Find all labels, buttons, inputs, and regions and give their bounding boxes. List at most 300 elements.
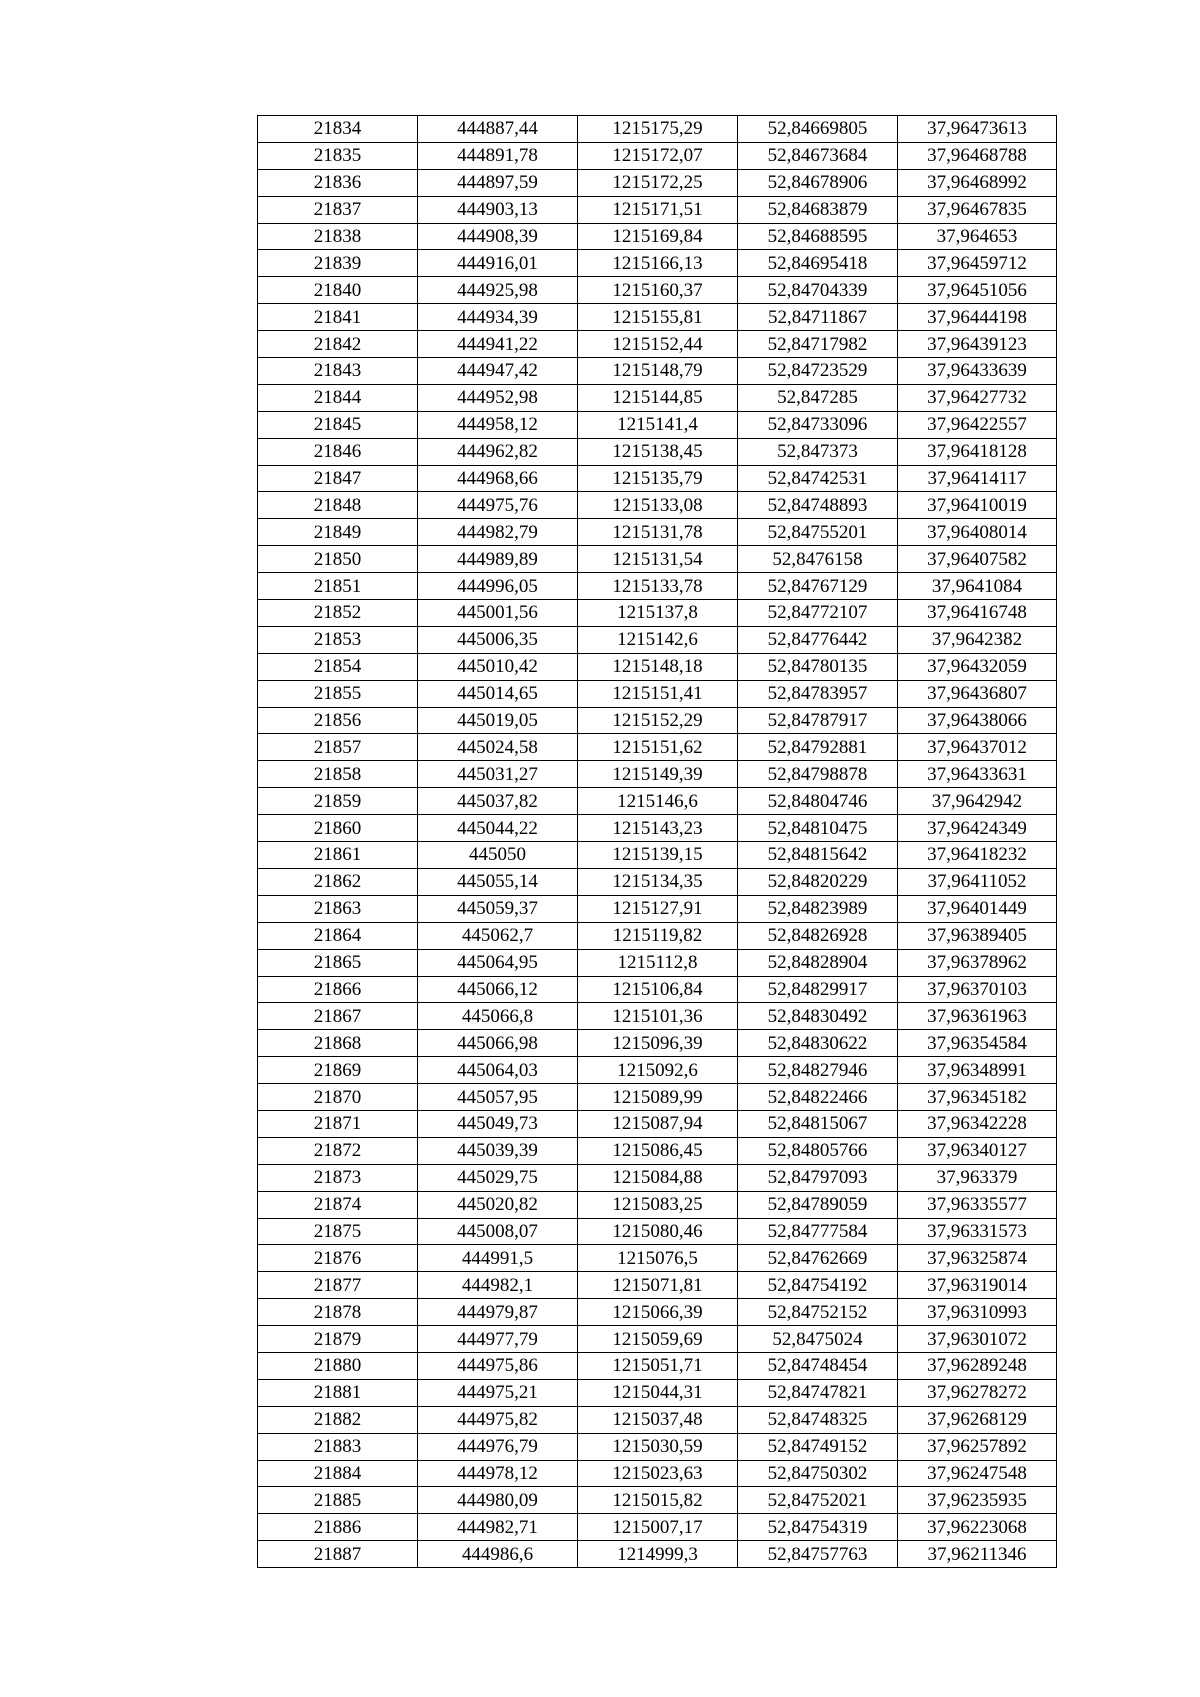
longitude-cell: 37,96211346 [898,1541,1057,1568]
longitude-cell: 37,96438066 [898,707,1057,734]
y-coordinate-cell: 1215151,41 [578,680,738,707]
table-row [258,949,1057,976]
latitude-cell: 52,84723529 [738,358,898,385]
latitude-cell: 52,84748893 [738,492,898,519]
table-row [258,1514,1057,1541]
longitude-cell: 37,96467835 [898,196,1057,223]
latitude-cell: 52,84792881 [738,734,898,761]
table-row [258,895,1057,922]
point-number-cell: 21835 [258,142,418,169]
latitude-cell: 52,84815642 [738,842,898,869]
y-coordinate-cell: 1215143,23 [578,815,738,842]
x-coordinate-cell: 445057,95 [418,1084,578,1111]
y-coordinate-cell: 1215087,94 [578,1110,738,1137]
y-coordinate-cell: 1215135,79 [578,465,738,492]
latitude-cell: 52,84828904 [738,949,898,976]
table-row [258,734,1057,761]
point-number-cell: 21875 [258,1218,418,1245]
table-row [258,223,1057,250]
latitude-cell: 52,84767129 [738,573,898,600]
x-coordinate-cell: 444941,22 [418,331,578,358]
longitude-cell: 37,96418232 [898,842,1057,869]
point-number-cell: 21847 [258,465,418,492]
longitude-cell: 37,96331573 [898,1218,1057,1245]
x-coordinate-cell: 445044,22 [418,815,578,842]
y-coordinate-cell: 1215142,6 [578,626,738,653]
y-coordinate-cell: 1215160,37 [578,277,738,304]
latitude-cell: 52,84754319 [738,1514,898,1541]
point-number-cell: 21853 [258,626,418,653]
table-row [258,1003,1057,1030]
longitude-cell: 37,96427732 [898,384,1057,411]
y-coordinate-cell: 1215138,45 [578,438,738,465]
table-row [258,1433,1057,1460]
y-coordinate-cell: 1215084,88 [578,1164,738,1191]
x-coordinate-cell: 444958,12 [418,411,578,438]
latitude-cell: 52,84798878 [738,761,898,788]
latitude-cell: 52,84827946 [738,1057,898,1084]
y-coordinate-cell: 1215066,39 [578,1299,738,1326]
longitude-cell: 37,96432059 [898,653,1057,680]
longitude-cell: 37,96235935 [898,1487,1057,1514]
x-coordinate-cell: 444976,79 [418,1433,578,1460]
longitude-cell: 37,9642382 [898,626,1057,653]
point-number-cell: 21864 [258,922,418,949]
y-coordinate-cell: 1215137,8 [578,600,738,627]
x-coordinate-cell: 445014,65 [418,680,578,707]
longitude-cell: 37,96407582 [898,546,1057,573]
y-coordinate-cell: 1215152,29 [578,707,738,734]
latitude-cell: 52,84810475 [738,815,898,842]
point-number-cell: 21863 [258,895,418,922]
point-number-cell: 21856 [258,707,418,734]
table-row [258,680,1057,707]
longitude-cell: 37,96439123 [898,331,1057,358]
longitude-cell: 37,96459712 [898,250,1057,277]
x-coordinate-cell: 445050 [418,842,578,869]
table-row [258,868,1057,895]
longitude-cell: 37,96335577 [898,1191,1057,1218]
latitude-cell: 52,84826928 [738,922,898,949]
y-coordinate-cell: 1215112,8 [578,949,738,976]
y-coordinate-cell: 1215051,71 [578,1352,738,1379]
table-row [258,465,1057,492]
y-coordinate-cell: 1215152,44 [578,331,738,358]
x-coordinate-cell: 445066,98 [418,1030,578,1057]
latitude-cell: 52,84695418 [738,250,898,277]
y-coordinate-cell: 1215023,63 [578,1460,738,1487]
latitude-cell: 52,84748325 [738,1406,898,1433]
table-row [258,788,1057,815]
y-coordinate-cell: 1215015,82 [578,1487,738,1514]
table-row [258,1541,1057,1568]
x-coordinate-cell: 445064,03 [418,1057,578,1084]
latitude-cell: 52,84683879 [738,196,898,223]
x-coordinate-cell: 445031,27 [418,761,578,788]
latitude-cell: 52,84678906 [738,169,898,196]
y-coordinate-cell: 1215092,6 [578,1057,738,1084]
x-coordinate-cell: 444991,5 [418,1245,578,1272]
table-row [258,546,1057,573]
point-number-cell: 21877 [258,1272,418,1299]
table-row [258,1460,1057,1487]
x-coordinate-cell: 445019,05 [418,707,578,734]
x-coordinate-cell: 444891,78 [418,142,578,169]
table-row [258,1110,1057,1137]
table-row [258,600,1057,627]
point-number-cell: 21855 [258,680,418,707]
y-coordinate-cell: 1215134,35 [578,868,738,895]
x-coordinate-cell: 444989,89 [418,546,578,573]
point-number-cell: 21862 [258,868,418,895]
longitude-cell: 37,96348991 [898,1057,1057,1084]
latitude-cell: 52,84747821 [738,1379,898,1406]
table-row [258,519,1057,546]
x-coordinate-cell: 444975,86 [418,1352,578,1379]
table-row [258,815,1057,842]
latitude-cell: 52,84754192 [738,1272,898,1299]
longitude-cell: 37,963379 [898,1164,1057,1191]
table-row [258,1137,1057,1164]
latitude-cell: 52,84822466 [738,1084,898,1111]
longitude-cell: 37,96437012 [898,734,1057,761]
latitude-cell: 52,84830492 [738,1003,898,1030]
table-row [258,1191,1057,1218]
point-number-cell: 21871 [258,1110,418,1137]
longitude-cell: 37,96389405 [898,922,1057,949]
table-row [258,626,1057,653]
latitude-cell: 52,84804746 [738,788,898,815]
point-number-cell: 21854 [258,653,418,680]
latitude-cell: 52,84830622 [738,1030,898,1057]
latitude-cell: 52,84787917 [738,707,898,734]
latitude-cell: 52,84742531 [738,465,898,492]
latitude-cell: 52,84823989 [738,895,898,922]
latitude-cell: 52,84749152 [738,1433,898,1460]
longitude-cell: 37,96436807 [898,680,1057,707]
point-number-cell: 21881 [258,1379,418,1406]
x-coordinate-cell: 445055,14 [418,868,578,895]
x-coordinate-cell: 444934,39 [418,304,578,331]
y-coordinate-cell: 1215151,62 [578,734,738,761]
longitude-cell: 37,96468992 [898,169,1057,196]
y-coordinate-cell: 1215149,39 [578,761,738,788]
coordinates-table [257,115,1057,1568]
point-number-cell: 21858 [258,761,418,788]
latitude-cell: 52,84772107 [738,600,898,627]
point-number-cell: 21884 [258,1460,418,1487]
x-coordinate-cell: 444980,09 [418,1487,578,1514]
x-coordinate-cell: 444982,1 [418,1272,578,1299]
y-coordinate-cell: 1215166,13 [578,250,738,277]
point-number-cell: 21842 [258,331,418,358]
y-coordinate-cell: 1215175,29 [578,116,738,143]
x-coordinate-cell: 445059,37 [418,895,578,922]
point-number-cell: 21848 [258,492,418,519]
point-number-cell: 21870 [258,1084,418,1111]
longitude-cell: 37,96473613 [898,116,1057,143]
point-number-cell: 21837 [258,196,418,223]
x-coordinate-cell: 445039,39 [418,1137,578,1164]
y-coordinate-cell: 1215106,84 [578,976,738,1003]
table-row [258,1352,1057,1379]
latitude-cell: 52,84688595 [738,223,898,250]
table-row [258,358,1057,385]
longitude-cell: 37,96411052 [898,868,1057,895]
table-row [258,277,1057,304]
coordinates-table-body [258,116,1057,1568]
table-row [258,1406,1057,1433]
longitude-cell: 37,96401449 [898,895,1057,922]
longitude-cell: 37,96278272 [898,1379,1057,1406]
table-row [258,1379,1057,1406]
longitude-cell: 37,96424349 [898,815,1057,842]
point-number-cell: 21849 [258,519,418,546]
point-number-cell: 21859 [258,788,418,815]
y-coordinate-cell: 1215086,45 [578,1137,738,1164]
longitude-cell: 37,96451056 [898,277,1057,304]
x-coordinate-cell: 445020,82 [418,1191,578,1218]
point-number-cell: 21840 [258,277,418,304]
x-coordinate-cell: 445062,7 [418,922,578,949]
point-number-cell: 21869 [258,1057,418,1084]
table-row [258,304,1057,331]
point-number-cell: 21872 [258,1137,418,1164]
point-number-cell: 21845 [258,411,418,438]
y-coordinate-cell: 1215133,08 [578,492,738,519]
longitude-cell: 37,96354584 [898,1030,1057,1057]
table-row [258,250,1057,277]
y-coordinate-cell: 1215096,39 [578,1030,738,1057]
x-coordinate-cell: 445024,58 [418,734,578,761]
y-coordinate-cell: 1215141,4 [578,411,738,438]
point-number-cell: 21860 [258,815,418,842]
table-row [258,142,1057,169]
table-row [258,653,1057,680]
y-coordinate-cell: 1215148,79 [578,358,738,385]
x-coordinate-cell: 445037,82 [418,788,578,815]
y-coordinate-cell: 1215172,07 [578,142,738,169]
table-row [258,1030,1057,1057]
longitude-cell: 37,96416748 [898,600,1057,627]
longitude-cell: 37,96408014 [898,519,1057,546]
x-coordinate-cell: 444979,87 [418,1299,578,1326]
latitude-cell: 52,84711867 [738,304,898,331]
point-number-cell: 21851 [258,573,418,600]
latitude-cell: 52,847285 [738,384,898,411]
latitude-cell: 52,84789059 [738,1191,898,1218]
x-coordinate-cell: 444996,05 [418,573,578,600]
y-coordinate-cell: 1215131,78 [578,519,738,546]
latitude-cell: 52,84669805 [738,116,898,143]
table-row [258,842,1057,869]
latitude-cell: 52,84780135 [738,653,898,680]
x-coordinate-cell: 444916,01 [418,250,578,277]
x-coordinate-cell: 444977,79 [418,1326,578,1353]
longitude-cell: 37,96345182 [898,1084,1057,1111]
latitude-cell: 52,84820229 [738,868,898,895]
x-coordinate-cell: 444947,42 [418,358,578,385]
longitude-cell: 37,9642942 [898,788,1057,815]
point-number-cell: 21868 [258,1030,418,1057]
x-coordinate-cell: 444908,39 [418,223,578,250]
y-coordinate-cell: 1215172,25 [578,169,738,196]
y-coordinate-cell: 1215089,99 [578,1084,738,1111]
x-coordinate-cell: 445008,07 [418,1218,578,1245]
y-coordinate-cell: 1215007,17 [578,1514,738,1541]
latitude-cell: 52,847373 [738,438,898,465]
point-number-cell: 21850 [258,546,418,573]
x-coordinate-cell: 444887,44 [418,116,578,143]
point-number-cell: 21879 [258,1326,418,1353]
x-coordinate-cell: 444903,13 [418,196,578,223]
latitude-cell: 52,84752152 [738,1299,898,1326]
longitude-cell: 37,96418128 [898,438,1057,465]
x-coordinate-cell: 444982,71 [418,1514,578,1541]
y-coordinate-cell: 1215133,78 [578,573,738,600]
point-number-cell: 21867 [258,1003,418,1030]
latitude-cell: 52,84805766 [738,1137,898,1164]
x-coordinate-cell: 445010,42 [418,653,578,680]
longitude-cell: 37,96301072 [898,1326,1057,1353]
table-row [258,492,1057,519]
point-number-cell: 21883 [258,1433,418,1460]
point-number-cell: 21885 [258,1487,418,1514]
y-coordinate-cell: 1215148,18 [578,653,738,680]
table-row [258,976,1057,1003]
x-coordinate-cell: 444975,21 [418,1379,578,1406]
table-row [258,1218,1057,1245]
table-row [258,1487,1057,1514]
longitude-cell: 37,96325874 [898,1245,1057,1272]
x-coordinate-cell: 445006,35 [418,626,578,653]
x-coordinate-cell: 444897,59 [418,169,578,196]
latitude-cell: 52,84752021 [738,1487,898,1514]
x-coordinate-cell: 445001,56 [418,600,578,627]
y-coordinate-cell: 1215076,5 [578,1245,738,1272]
y-coordinate-cell: 1215059,69 [578,1326,738,1353]
longitude-cell: 37,96433639 [898,358,1057,385]
point-number-cell: 21886 [258,1514,418,1541]
y-coordinate-cell: 1215155,81 [578,304,738,331]
point-number-cell: 21876 [258,1245,418,1272]
longitude-cell: 37,96370103 [898,976,1057,1003]
table-row [258,761,1057,788]
x-coordinate-cell: 445064,95 [418,949,578,976]
longitude-cell: 37,96319014 [898,1272,1057,1299]
point-number-cell: 21838 [258,223,418,250]
x-coordinate-cell: 445066,12 [418,976,578,1003]
y-coordinate-cell: 1215080,46 [578,1218,738,1245]
x-coordinate-cell: 444962,82 [418,438,578,465]
y-coordinate-cell: 1215083,25 [578,1191,738,1218]
table-row [258,573,1057,600]
table-row [258,1272,1057,1299]
longitude-cell: 37,96414117 [898,465,1057,492]
y-coordinate-cell: 1215169,84 [578,223,738,250]
x-coordinate-cell: 444982,79 [418,519,578,546]
x-coordinate-cell: 444975,82 [418,1406,578,1433]
point-number-cell: 21882 [258,1406,418,1433]
x-coordinate-cell: 444952,98 [418,384,578,411]
longitude-cell: 37,96223068 [898,1514,1057,1541]
point-number-cell: 21857 [258,734,418,761]
table-row [258,1299,1057,1326]
latitude-cell: 52,84733096 [738,411,898,438]
point-number-cell: 21866 [258,976,418,1003]
latitude-cell: 52,84717982 [738,331,898,358]
latitude-cell: 52,84750302 [738,1460,898,1487]
latitude-cell: 52,8476158 [738,546,898,573]
x-coordinate-cell: 444986,6 [418,1541,578,1568]
x-coordinate-cell: 444925,98 [418,277,578,304]
table-row [258,707,1057,734]
table-row [258,1084,1057,1111]
longitude-cell: 37,96257892 [898,1433,1057,1460]
longitude-cell: 37,96310993 [898,1299,1057,1326]
y-coordinate-cell: 1215171,51 [578,196,738,223]
x-coordinate-cell: 445066,8 [418,1003,578,1030]
point-number-cell: 21873 [258,1164,418,1191]
table-row [258,1057,1057,1084]
y-coordinate-cell: 1215101,36 [578,1003,738,1030]
point-number-cell: 21836 [258,169,418,196]
latitude-cell: 52,8475024 [738,1326,898,1353]
longitude-cell: 37,96340127 [898,1137,1057,1164]
latitude-cell: 52,84762669 [738,1245,898,1272]
longitude-cell: 37,9641084 [898,573,1057,600]
latitude-cell: 52,84829917 [738,976,898,1003]
y-coordinate-cell: 1215119,82 [578,922,738,949]
longitude-cell: 37,96422557 [898,411,1057,438]
point-number-cell: 21861 [258,842,418,869]
longitude-cell: 37,96361963 [898,1003,1057,1030]
table-row [258,1245,1057,1272]
x-coordinate-cell: 444968,66 [418,465,578,492]
table-row [258,196,1057,223]
longitude-cell: 37,96247548 [898,1460,1057,1487]
point-number-cell: 21874 [258,1191,418,1218]
point-number-cell: 21846 [258,438,418,465]
y-coordinate-cell: 1215131,54 [578,546,738,573]
y-coordinate-cell: 1215146,6 [578,788,738,815]
point-number-cell: 21865 [258,949,418,976]
x-coordinate-cell: 445029,75 [418,1164,578,1191]
latitude-cell: 52,84755201 [738,519,898,546]
longitude-cell: 37,96468788 [898,142,1057,169]
latitude-cell: 52,84776442 [738,626,898,653]
point-number-cell: 21843 [258,358,418,385]
table-row [258,116,1057,143]
table-row [258,331,1057,358]
y-coordinate-cell: 1214999,3 [578,1541,738,1568]
latitude-cell: 52,84704339 [738,277,898,304]
table-row [258,384,1057,411]
point-number-cell: 21841 [258,304,418,331]
point-number-cell: 21852 [258,600,418,627]
table-row [258,169,1057,196]
longitude-cell: 37,96342228 [898,1110,1057,1137]
latitude-cell: 52,84757763 [738,1541,898,1568]
y-coordinate-cell: 1215037,48 [578,1406,738,1433]
y-coordinate-cell: 1215030,59 [578,1433,738,1460]
x-coordinate-cell: 444975,76 [418,492,578,519]
latitude-cell: 52,84797093 [738,1164,898,1191]
point-number-cell: 21844 [258,384,418,411]
table-row [258,411,1057,438]
latitude-cell: 52,84748454 [738,1352,898,1379]
y-coordinate-cell: 1215139,15 [578,842,738,869]
